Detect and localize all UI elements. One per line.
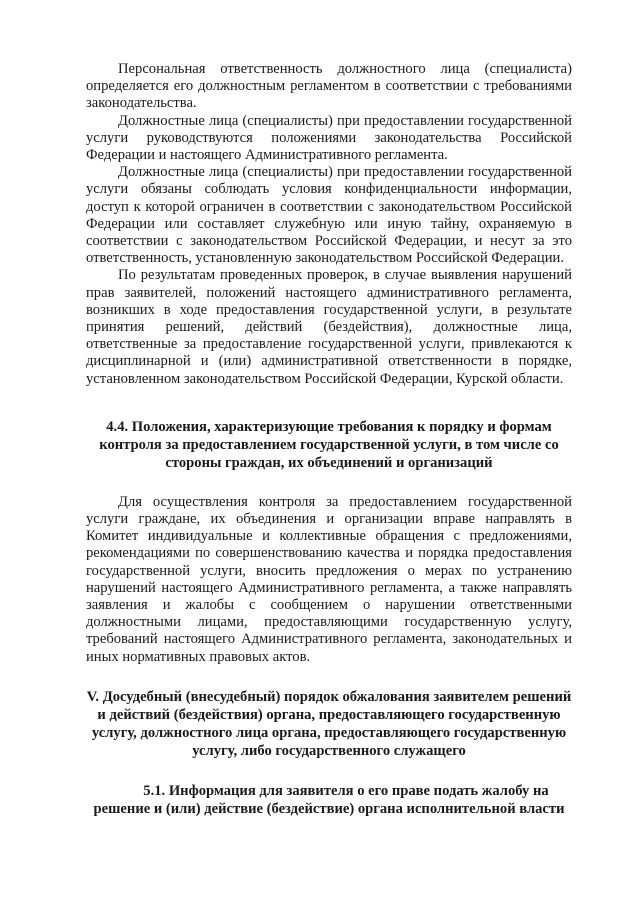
section-heading-5-1-line2: решение и (или) действие (бездействие) органа исполнительной власти [93, 800, 565, 817]
section-heading-5-1-line1: 5.1. Информация для заявителя о его праве подать жалобу на [143, 782, 549, 799]
section-heading-4-4: 4.4. Положения, характеризующие требования к порядку и формам контроля за предоставлением государственной услуги, в том числе со стороны граждан, их объединений и организаций [99, 418, 559, 471]
section-heading-v: V. Досудебный (внесудебный) порядок обжалования заявителем решений и действий (бездействия) органа, предоставляющего государственную услугу, должностного лица органа, предоставляющего государственную услугу, либо государственного служащего [86, 688, 572, 759]
paragraph-confidentiality: Должностные лица (специалисты) при предоставлении государственной услуги обязаны соблюдать условия конфиденциальности информации, доступ к которой ограничен в соответствии с законодательством Российской Федерации или составляет служебную или иную тайну, охраняемую в соответствии с законодательством Российской Федерации, и несут за это ответственность, установленную законодательством Российской Федерации. [86, 164, 572, 267]
section-heading-5-1 [86, 782, 572, 818]
paragraph-officials-guided: Должностные лица (специалисты) при предоставлении государственной услуги руководствуются положениями законодательства Российской Федерации и настоящего Административного регламента. [86, 112, 572, 164]
document-body [86, 61, 572, 818]
paragraph-personal-responsibility: Персональная ответственность должностного лица (специалиста) определяется его должностным регламентом в соответствии с требованиями законодательства. [86, 61, 572, 112]
paragraph-citizen-control: Для осуществления контроля за предоставлением государственной услуги граждане, их объединения и организации вправе направлять в Комитет индивидуальные и коллективные обращения с предложениями, рекомендациями по совершенствованию качества и порядка предоставления государственной услуги, вносить предложения о мерах по устранению нарушений настоящего Административного регламента, а также направлять заявления и жалобы с сообщением о нарушении ответственными должностными лицами, предоставляющими государственную услугу, требований настоящего Административного регламента, законодательных и иных нормативных правовых актов. [86, 493, 572, 665]
paragraph-inspection-results: По результатам проведенных проверок, в случае выявления нарушений прав заявителей, положений настоящего административного регламента, возникших в ходе предоставления государственной услуги, в результате принятия решений, действий (бездействия), должностные лица, ответственные за предоставление государственной услуги, привлекаются к дисциплинарной и (или) административной ответственности в порядке, установленном законодательством Российской Федерации, Курской области. [86, 267, 572, 387]
